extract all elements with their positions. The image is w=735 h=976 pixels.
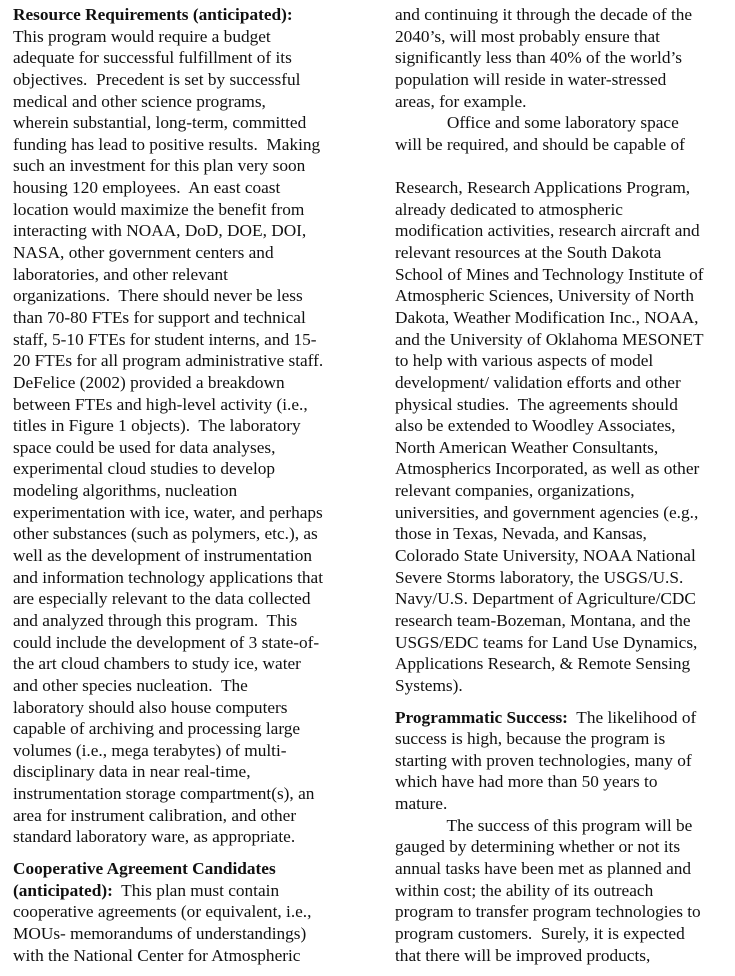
text-line: Systems).: [395, 675, 463, 695]
text-line: mature.: [395, 794, 448, 814]
text-line: space could be used for data analyses,: [13, 437, 276, 457]
right-column: [395, 4, 730, 966]
text-line: experimentation with ice, water, and perhaps: [13, 502, 323, 522]
text-line: relevant resources at the South Dakota: [395, 243, 662, 263]
text-line: [395, 707, 730, 729]
text-line: cooperative agreements (or equivalent, i.e.,: [13, 902, 312, 922]
text-line: 2040’s, will most probably ensure that: [395, 26, 660, 46]
text-line: funding has lead to positive results. Making: [13, 134, 321, 154]
text-line: [13, 880, 358, 902]
text-line: modeling algorithms, nucleation: [13, 481, 238, 501]
text-line: The success of this program will be: [395, 815, 693, 835]
text-line: standard laboratory ware, as appropriate.: [13, 827, 296, 847]
text-line: Navy/U.S. Department of Agriculture/CDC: [395, 589, 696, 609]
text-line: those in Texas, Nevada, and Kansas,: [395, 524, 647, 544]
text-line: already dedicated to atmospheric: [395, 199, 623, 219]
paragraph-spacer: [13, 848, 358, 858]
text-line: experimental cloud studies to develop: [13, 459, 276, 479]
text-line: NASA, other government centers and: [13, 243, 274, 263]
text-line: medical and other science programs,: [13, 91, 266, 111]
cooperative-agreement-section: [13, 858, 358, 966]
text-line: significantly less than 40% of the world’s: [395, 48, 683, 68]
text-line: and continuing it through the decade of the: [395, 5, 693, 24]
resource-requirements-body: [13, 26, 358, 848]
text-line: population will reside in water-stressed: [395, 69, 667, 89]
text-line: also be extended to Woodley Associates,: [395, 416, 676, 436]
text-line: 20 FTEs for all program administrative staff.: [13, 351, 324, 371]
text-line: development/ validation efforts and other: [395, 372, 681, 392]
text-line: interacting with NOAA, DoD, DOE, DOI,: [13, 221, 307, 241]
text-line: capable of archiving and processing large: [13, 719, 301, 739]
text-line: well as the development of instrumentation: [13, 546, 312, 566]
text-fragment: The likelihood of: [567, 707, 697, 727]
text-line: starting with proven technologies, many of: [395, 750, 692, 770]
text-line: relevant companies, organizations,: [395, 481, 635, 501]
cooperative-agreement-heading-cont: (anticipated):: [13, 880, 113, 900]
text-line: areas, for example.: [395, 91, 527, 111]
text-line: Atmospheric Sciences, University of North: [395, 286, 694, 306]
paragraph-spacer: [395, 697, 730, 707]
text-line: laboratories, and other relevant: [13, 264, 228, 284]
resource-requirements-heading: Resource Requirements (anticipated):: [13, 5, 293, 24]
text-line: location would maximize the benefit from: [13, 199, 305, 219]
text-line: success is high, because the program is: [395, 729, 666, 749]
text-line: to help with various aspects of model: [395, 351, 654, 371]
text-line: adequate for successful fulfillment of its: [13, 48, 292, 68]
text-line: that there will be improved products,: [395, 945, 651, 965]
programmatic-success-section: [395, 707, 730, 967]
text-line: and information technology applications that: [13, 567, 324, 587]
text-line: housing 120 employees. An east coast: [13, 178, 281, 198]
text-line: will be required, and should be capable of: [395, 134, 685, 154]
text-line: DeFelice (2002) provided a breakdown: [13, 372, 285, 392]
text-line: This program would require a budget: [13, 26, 271, 46]
text-fragment: This plan must contain: [112, 880, 280, 900]
resource-requirements-section: [13, 4, 358, 848]
text-line: which have had more than 50 years to: [395, 772, 658, 792]
paragraph-spacer: [395, 155, 730, 177]
text-line: organizations. There should never be less: [13, 286, 303, 306]
text-line: objectives. Precedent is set by successful: [13, 69, 301, 89]
left-column: [13, 4, 358, 966]
text-line: could include the development of 3 state-of-: [13, 632, 320, 652]
text-line: Office and some laboratory space: [395, 113, 679, 133]
text-line: and the University of Oklahoma MESONET: [395, 329, 704, 349]
text-line: Colorado State University, NOAA National: [395, 546, 696, 566]
text-line: with the National Center for Atmospheric: [13, 945, 301, 965]
text-line: program customers. Surely, it is expected: [395, 923, 685, 943]
text-line: area for instrument calibration, and other: [13, 805, 297, 825]
text-line: program to transfer program technologies to: [395, 902, 701, 922]
text-line: and other species nucleation. The: [13, 675, 248, 695]
cooperative-agreement-continuation: [395, 177, 730, 696]
text-line: universities, and government agencies (e.g.,: [395, 502, 699, 522]
office-space-paragraph: [395, 112, 730, 155]
text-line: within cost; the ability of its outreach: [395, 880, 654, 900]
text-line: research team-Bozeman, Montana, and the: [395, 610, 691, 630]
text-line: staff, 5-10 FTEs for student interns, and 15-: [13, 329, 317, 349]
text-line: Applications Research, & Remote Sensing: [395, 654, 691, 674]
text-line: gauged by determining whether or not its: [395, 837, 681, 857]
text-line: the art cloud chambers to study ice, water: [13, 654, 301, 674]
text-line: Atmospherics Incorporated, as well as other: [395, 459, 700, 479]
text-line: laboratory should also house computers: [13, 697, 288, 717]
cooperative-agreement-heading: Cooperative Agreement Candidates: [13, 858, 276, 878]
text-line: instrumentation storage compartment(s), an: [13, 784, 315, 804]
text-line: and analyzed through this program. This: [13, 610, 298, 630]
water-stress-paragraph: [395, 4, 730, 112]
text-line: MOUs- memorandums of understandings): [13, 923, 307, 943]
programmatic-success-heading: Programmatic Success:: [395, 707, 568, 727]
text-line: USGS/EDC teams for Land Use Dynamics,: [395, 632, 698, 652]
text-line: disciplinary data in near real-time,: [13, 762, 251, 782]
text-line: are especially relevant to the data collected: [13, 589, 311, 609]
text-line: Research, Research Applications Program,: [395, 178, 691, 198]
text-line: North American Weather Consultants,: [395, 437, 659, 457]
text-line: modification activities, research aircraft and: [395, 221, 700, 241]
text-line: than 70-80 FTEs for support and technical: [13, 307, 306, 327]
text-line: annual tasks have been met as planned and: [395, 858, 692, 878]
text-line: between FTEs and high-level activity (i.e.,: [13, 394, 308, 414]
text-line: physical studies. The agreements should: [395, 394, 678, 414]
text-line: Severe Storms laboratory, the USGS/U.S.: [395, 567, 684, 587]
text-line: titles in Figure 1 objects). The laboratory: [13, 416, 301, 436]
text-line: Dakota, Weather Modification Inc., NOAA,: [395, 307, 699, 327]
text-line: School of Mines and Technology Institute of: [395, 264, 704, 284]
text-line: volumes (i.e., mega terabytes) of multi-: [13, 740, 287, 760]
text-line: wherein substantial, long-term, committed: [13, 113, 307, 133]
text-line: such an investment for this plan very soon: [13, 156, 306, 176]
text-line: other substances (such as polymers, etc.), as: [13, 524, 318, 544]
